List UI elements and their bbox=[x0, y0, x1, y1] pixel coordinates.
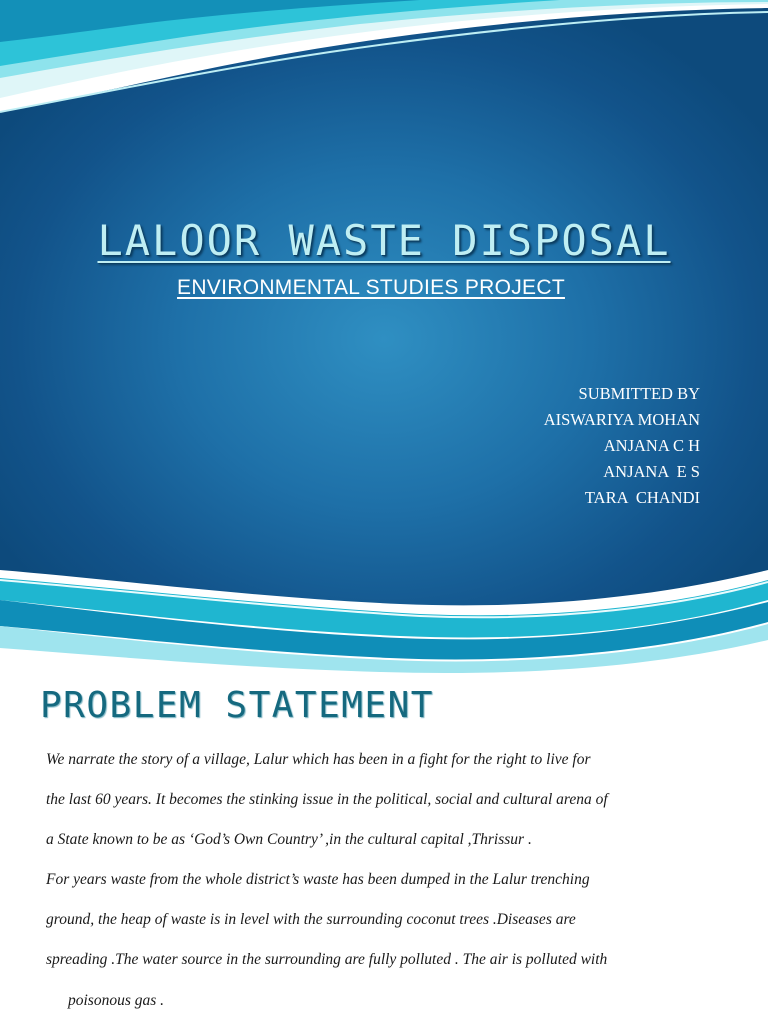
paragraph-line: We narrate the story of a village, Lalur which has been in a fight for the right to live for bbox=[46, 751, 591, 768]
bottom-wave-decoration bbox=[0, 560, 768, 678]
paragraph-line: poisonous gas . bbox=[68, 992, 165, 1009]
paragraph-line: the last 60 years. It becomes the stinking issue in the political, social and cultural arena of bbox=[46, 791, 608, 808]
paragraph-line: a State known to be as ‘God’s Own Country’ ,in the cultural capital ,Thrissur . bbox=[46, 831, 532, 848]
problem-statement-body bbox=[46, 746, 746, 1016]
author-name: ANJANA E S bbox=[603, 462, 700, 481]
author-name: TARA CHANDI bbox=[584, 488, 700, 507]
paragraph-line: For years waste from the whole district’s waste has been dumped in the Lalur trenching bbox=[46, 871, 590, 888]
submitted-by-label: SUBMITTED BY bbox=[578, 384, 700, 403]
slide-title: LALOOR WASTE DISPOSAL bbox=[97, 216, 671, 265]
paragraph-line: spreading .The water source in the surrounding are fully polluted . The air is polluted with bbox=[46, 951, 608, 968]
problem-statement-slide bbox=[0, 678, 768, 1024]
author-name: AISWARIYA MOHAN bbox=[543, 410, 700, 429]
top-wave-decoration bbox=[0, 0, 768, 120]
submitted-by-block bbox=[440, 381, 700, 511]
section-title: PROBLEM STATEMENT bbox=[40, 685, 434, 726]
paragraph-line: ground, the heap of waste is in level with the surrounding coconut trees .Diseases are bbox=[46, 911, 576, 928]
slide-subtitle: ENVIRONMENTAL STUDIES PROJECT bbox=[177, 276, 565, 299]
author-name: ANJANA C H bbox=[603, 436, 700, 455]
